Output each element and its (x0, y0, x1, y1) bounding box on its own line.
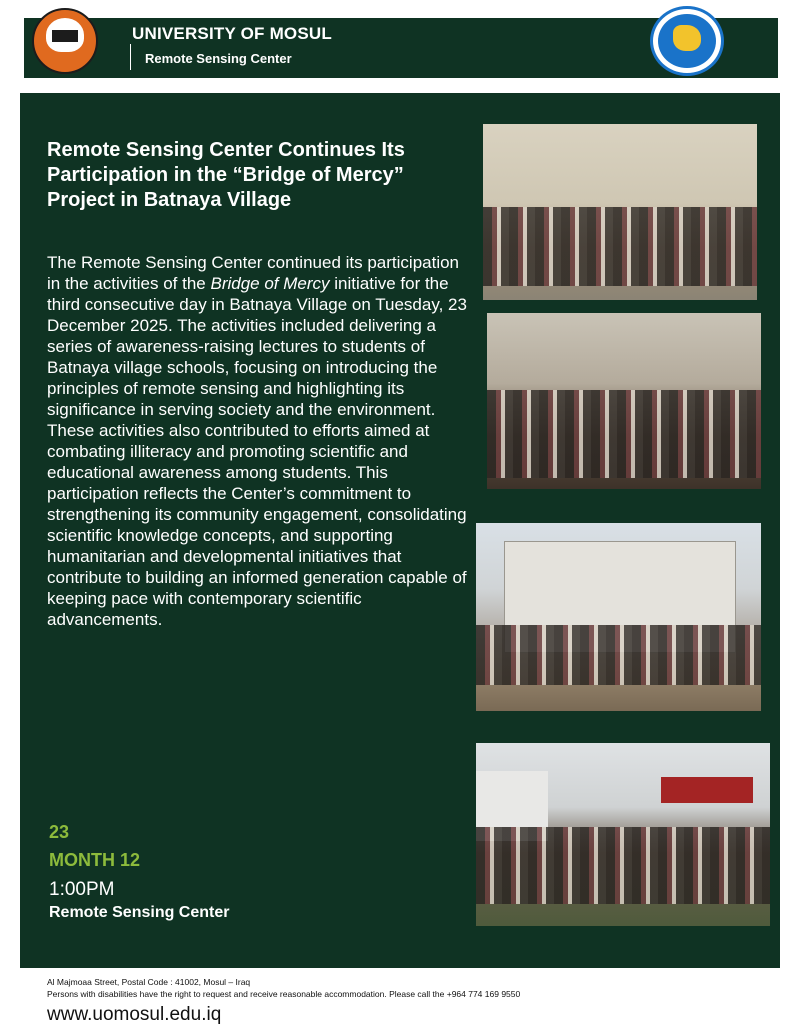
footer-website-link[interactable]: www.uomosul.edu.iq (47, 1004, 222, 1025)
article-title: Remote Sensing Center Continues Its Participation in the “Bridge of Mercy” Project in Batnaya Village (47, 139, 405, 211)
photo-outdoor-cabin (476, 523, 761, 711)
iraq-map-icon (673, 25, 701, 51)
photo-lecture (487, 313, 761, 489)
university-seal-logo (32, 8, 98, 74)
body-text-part2: initiative for the third consecutive day in Batnaya Village on Tuesday, 23 December 2025. The activities included delivering a series of awareness-raising lectures to students of Batnaya village schools, focusing on introducing the principles of remote sensing and highlighting its significance in serving society and the environment. These activities also contributed to efforts aimed at combating illiteracy and promoting scientific and educational awareness among students. This participation reflects the Center’s commitment to strengthening its community engagement, consolidating scientific knowledge concepts, and supporting humanitarian and developmental initiatives that contribute to building an informed generation capable of keeping pace with contemporary scientific advancements. (47, 274, 467, 629)
event-time: 1:00PM (49, 879, 115, 900)
center-seal-logo (650, 6, 724, 76)
header-title: UNIVERSITY OF MOSUL (132, 24, 332, 43)
header-divider (130, 44, 131, 70)
body-text-part1: The Remote Sensing Center continued its participation in the activities of the (47, 253, 460, 293)
photo-group-classroom (483, 124, 757, 300)
photo-tent (661, 777, 753, 803)
article-body (47, 252, 467, 630)
event-venue: Remote Sensing Center (49, 904, 230, 921)
event-day: 23 (49, 822, 70, 842)
photo-students (487, 390, 761, 478)
seal-book-icon (52, 30, 78, 42)
footer-accessibility-note: Persons with disabilities have the right to request and receive reasonable accommodation. Please call the +964 774 169 9550 (47, 989, 521, 999)
photo-outdoor-group (476, 743, 770, 926)
photo-people (483, 207, 757, 286)
body-text-italic: Bridge of Mercy (210, 274, 330, 293)
footer-address: Al Majmoaa Street, Postal Code : 41002, Mosul – Iraq (47, 977, 251, 987)
photo-people (476, 625, 761, 685)
header-subtitle: Remote Sensing Center (145, 51, 292, 66)
event-month: MONTH 12 (49, 850, 141, 870)
photo-people (476, 827, 770, 904)
